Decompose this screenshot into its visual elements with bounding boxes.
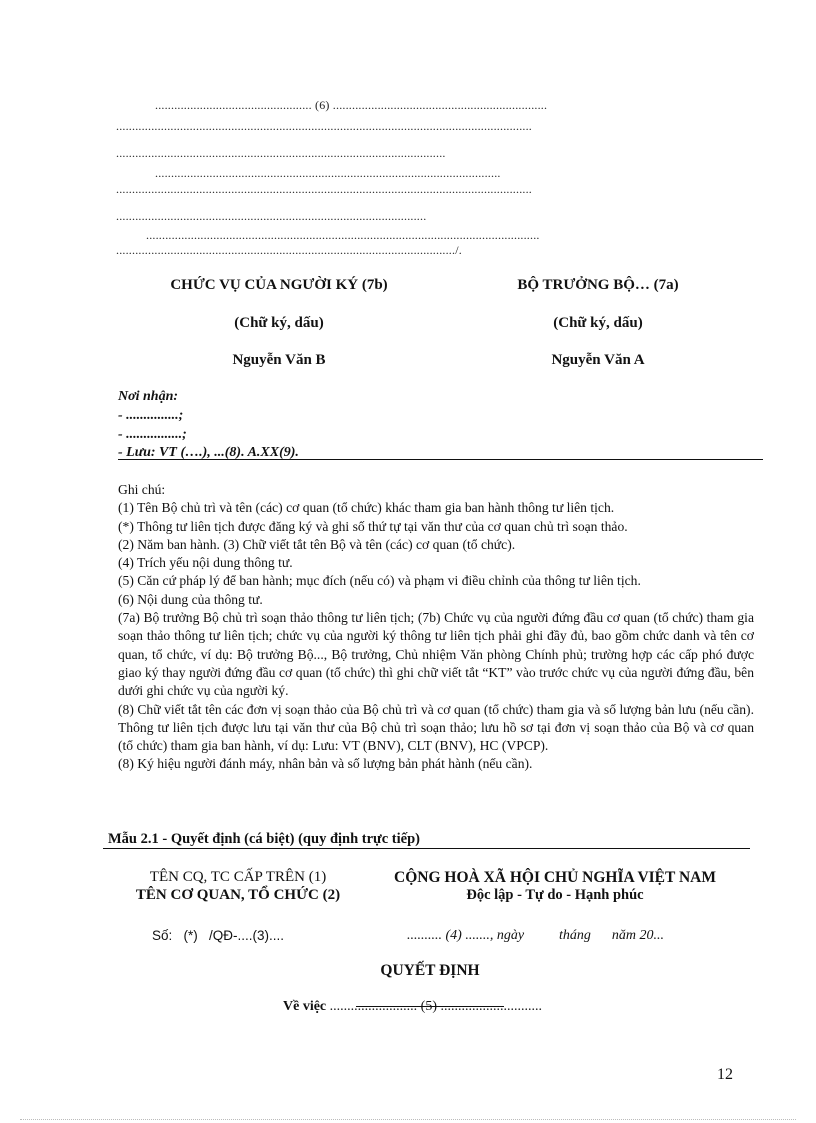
organization-name: TÊN CƠ QUAN, TỔ CHỨC (2) xyxy=(135,887,341,903)
page-bottom-edge xyxy=(20,1119,796,1120)
note-item: (8) Chữ viết tắt tên các đơn vị soạn thảo của Bộ chủ trì và cơ quan (tổ chức) tham gia và số lượng bản lưu (nếu cần). Thông tư liên tịch được lưu tại văn thư của Bộ chủ trì soạn thảo; lưu hồ sơ tại đơn vị soạn thảo của Bộ và cơ quan (tổ chức) tham gia ban hành, ví dụ: Lưu: VT (BNV), CLT (BNV), HC (VPCP). xyxy=(118,701,754,754)
note-item: (1) Tên Bộ chủ trì và tên (các) cơ quan (tổ chức) khác tham gia ban hành thông tư liên tịch. xyxy=(118,500,615,516)
body-line-8: ........................................................................................................../. xyxy=(116,243,462,257)
note-item: (7a) Bộ trưởng Bộ chủ trì soạn thảo thông tư liên tịch; (7b) Chức vụ của người đứng đầu cơ quan (tổ chức) tham gia soạn thảo thông tư liên tịch; chức vụ của người ký thông tư liên tịch phải ghi đầy đủ, bao gồm chức danh và tên cơ quan, tổ chức, ví dụ: Bộ trưởng Bộ..., Bộ trưởng, Chủ nhiệm Văn phòng Chính phủ; trường hợp các cấp phó được giao ký thay người đứng đầu cơ quan (tổ chức) thì ghi chữ viết tắt “KT” vào trước chức vụ của người đứng đầu, bên dưới ghi chức vụ của người ký. xyxy=(118,610,754,699)
note-item: (4) Trích yếu nội dung thông tư. xyxy=(118,555,293,571)
notes-block xyxy=(118,481,754,774)
note-item: (2) Năm ban hành. (3) Chữ viết tắt tên Bộ và tên (các) cơ quan (tổ chức). xyxy=(118,536,516,552)
page-number: 12 xyxy=(717,1066,733,1083)
note-item: (5) Căn cứ pháp lý để ban hành; mục đích (nếu có) và phạm vi điều chỉnh của thông tư liên tịch. xyxy=(118,573,641,589)
note-item: (8) Ký hiệu người đánh máy, nhân bản và số lượng bản phát hành (nếu cần). xyxy=(118,756,533,772)
signature-note-right: (Chữ ký, dấu) xyxy=(553,315,643,331)
recipient-item-archive: - Lưu: VT (….), ...(8). A.XX(9). xyxy=(118,445,299,460)
document-number: Số: (*) /QĐ-....(3).... xyxy=(152,928,285,943)
signer-name-left: Nguyễn Văn B xyxy=(232,352,326,368)
subject-label: Về việc xyxy=(283,999,327,1014)
national-title: CỘNG HOÀ XÃ HỘI CHỦ NGHĨA VIỆT NAM xyxy=(394,869,716,886)
recipients-heading: Nơi nhận: xyxy=(118,389,179,404)
body-line-3: ....................................................................................................... xyxy=(116,146,446,160)
signer-title-left: CHỨC VỤ CỦA NGƯỜI KÝ (7b) xyxy=(170,277,388,293)
recipient-item: - ................; xyxy=(118,427,187,442)
body-line-7: ........................................................................................................................... xyxy=(146,228,540,242)
divider-line xyxy=(118,459,763,460)
national-motto: Độc lập - Tự do - Hạnh phúc xyxy=(466,887,644,903)
form-title: Mẫu 2.1 - Quyết định (cá biệt) (quy định trực tiếp) xyxy=(108,831,420,847)
body-line-1: ................................................. (6) ................................................................... xyxy=(155,98,548,112)
note-item: (6) Nội dung của thông tư. xyxy=(118,591,263,607)
subject-value: ......................... (5) ............................. xyxy=(329,999,542,1014)
document-type: QUYẾT ĐỊNH xyxy=(380,962,480,979)
signer-name-right: Nguyễn Văn A xyxy=(551,352,645,368)
body-line-5: .................................................................................................................................. xyxy=(116,182,532,196)
document-subject xyxy=(276,983,542,1015)
issuing-authority: TÊN CQ, TC CẤP TRÊN (1) xyxy=(149,869,327,885)
signature-note-left: (Chữ ký, dấu) xyxy=(234,315,324,331)
note-item: (*) Thông tư liên tịch được đăng ký và ghi số thứ tự tại văn thư của cơ quan chủ trì soạn thảo. xyxy=(118,518,628,534)
form-title-underline xyxy=(103,848,750,849)
subject-underline xyxy=(356,1006,504,1007)
body-line-6: ................................................................................................. xyxy=(116,209,427,223)
recipient-item: - ...............; xyxy=(118,408,184,423)
body-line-4: ............................................................................................................ xyxy=(155,166,501,180)
notes-heading: Ghi chú: xyxy=(118,482,166,497)
signer-title-right: BỘ TRƯỞNG BỘ… (7a) xyxy=(517,277,679,293)
place-and-date: .......... (4) ......., ngày tháng năm 20... xyxy=(407,928,665,943)
body-line-2: .................................................................................................................................. xyxy=(116,119,532,133)
